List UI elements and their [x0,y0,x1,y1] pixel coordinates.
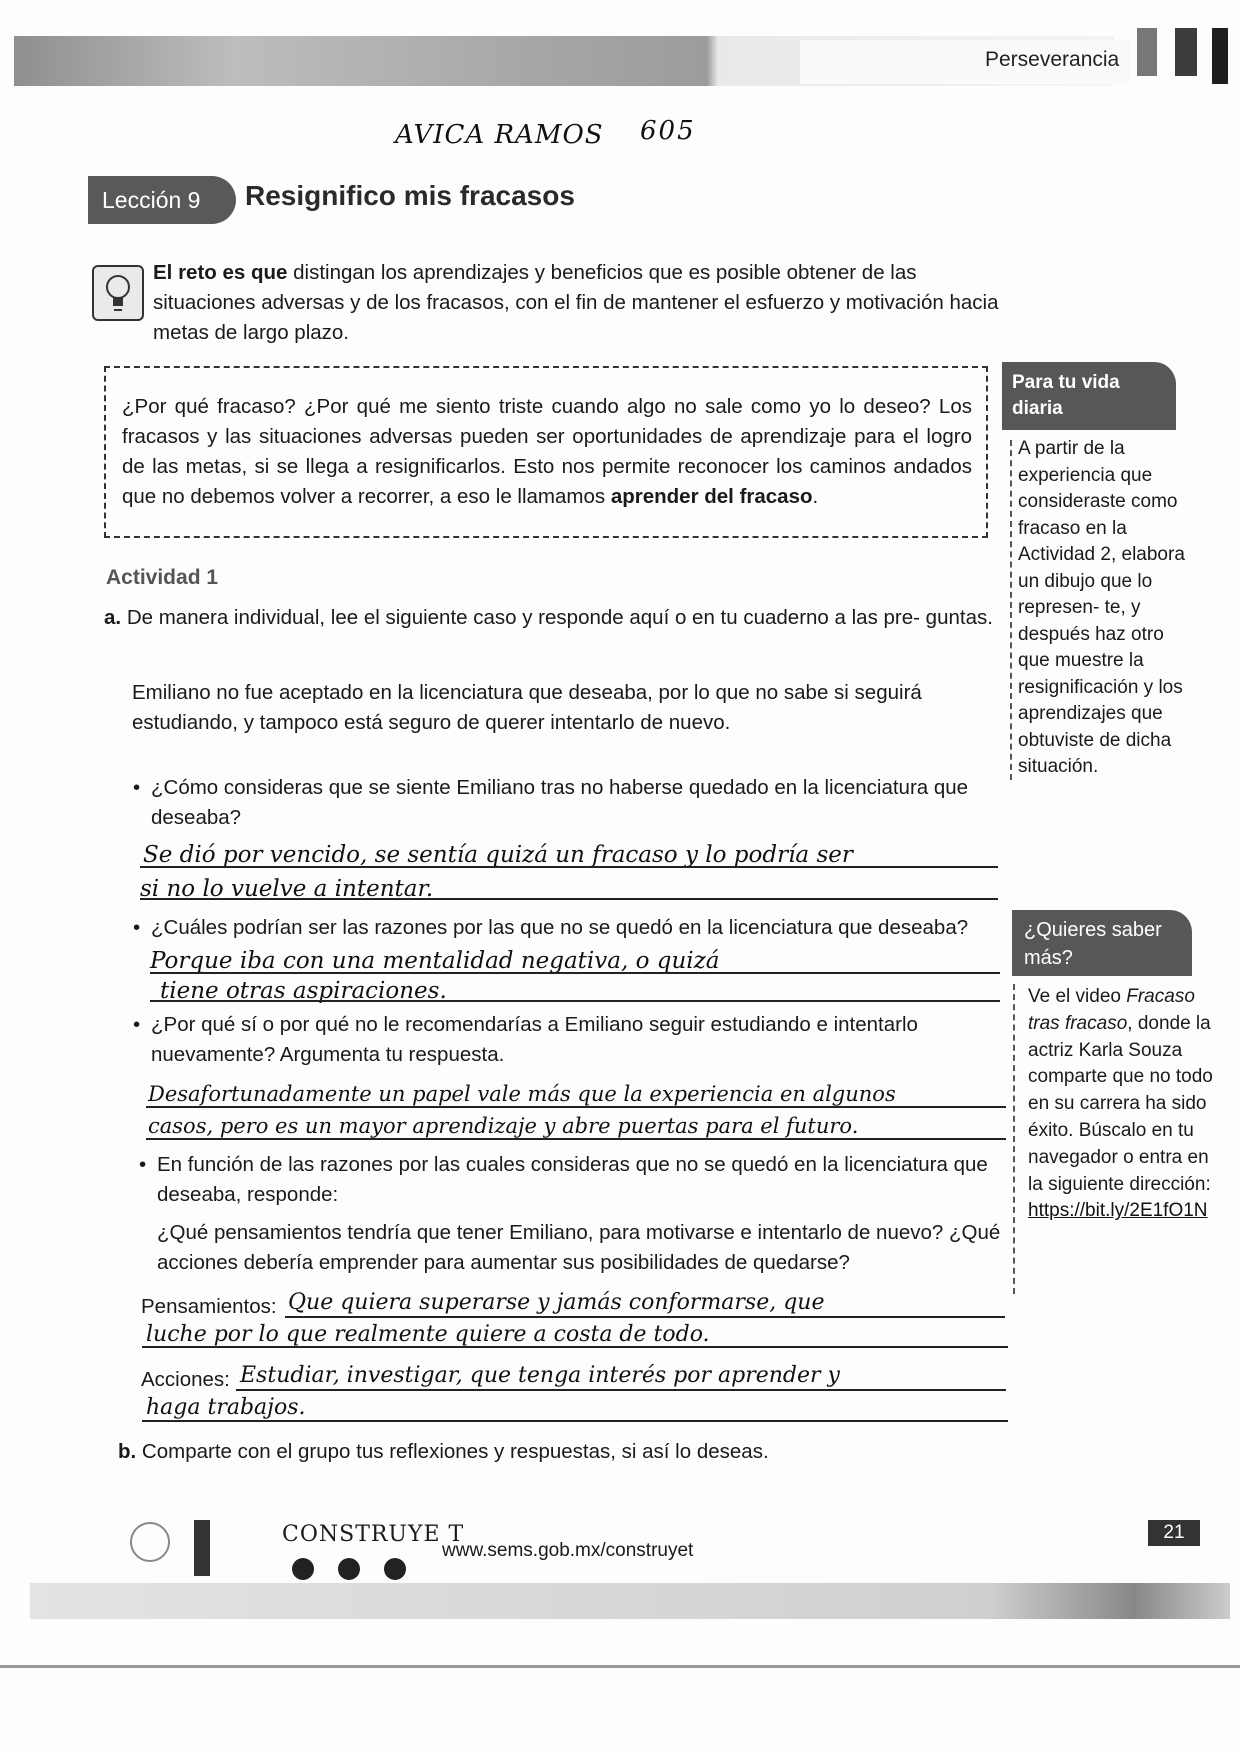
question-4 [139,1150,1007,1210]
question-2 [133,913,1011,943]
challenge-text [153,258,1003,348]
answer-underline [146,1106,1006,1108]
elige-t-icon [384,1558,406,1580]
sidebar-text-learn-more [1028,984,1228,1225]
question-4-sub: ¿Qué pensamientos tendría que tener Emiliano, para motivarse e intentarlo de nuevo? ¿Qué acciones debería emprender para aumentar sus posibilidades de quedarse? [157,1221,1001,1274]
footer-band [30,1583,1230,1619]
question-text: ¿Cuáles podrían ser las razones por las que no se quedó en la licenciatura que deseaba? [151,916,969,939]
actions-line-2[interactable]: haga trabajos. [146,1395,306,1420]
intro-text [122,392,972,512]
answer-2-line-1[interactable]: Porque iba con una mentalidad negativa, o quizá [150,948,720,974]
thoughts-line-2[interactable]: luche por lo que realmente quiere a costa de todo. [146,1322,710,1347]
answer-underline [236,1389,1006,1391]
sidebar-title-daily-life: Para tu vida diaria [1002,362,1176,430]
question-text: ¿Cómo consideras que se siente Emiliano tras no haberse quedado en la licenciatura que deseaba? [151,776,969,829]
activity-title: Actividad 1 [106,566,219,589]
section-title: Perseverancia [985,48,1120,71]
item-letter: a. [104,606,122,629]
sep-logo-icon [130,1522,170,1562]
intro-bold: aprender del fracaso [610,485,813,508]
video-link[interactable]: https://bit.ly/2E1fO1N [1028,1200,1208,1222]
header-square [1212,28,1228,84]
institution-logo-icon [194,1520,210,1576]
sidebar-divider [1010,440,1012,780]
question-text: ¿Por qué sí o por qué no le recomendarías a Emiliano seguir estudiando e intentarlo nuevamente? Argumenta tu respuesta. [151,1013,918,1066]
video-title: Fracaso tras fracaso [1028,986,1195,1034]
item-b-text: Comparte con el grupo tus reflexiones y respuestas, si así lo deseas. [141,1440,769,1463]
answer-underline [150,972,1000,974]
answer-1-line-2[interactable]: si no lo vuelve a intentar. [140,876,434,902]
answer-3-line-2[interactable]: casos, pero es un mayor aprendizaje y abre puertas para el futuro. [148,1114,859,1138]
student-name: AVICA RAMOS [395,120,604,150]
item-letter: b. [118,1440,137,1463]
conoce-t-icon [292,1558,314,1580]
lightbulb-icon [92,265,144,321]
answer-underline [140,898,998,900]
sidebar2-text2: , donde la actriz Karla Souza comparte que no todo en su carrera ha sido éxito. Búscalo en tu navegador o entra en la siguiente dirección: [1028,1012,1213,1195]
activity-item-b [118,1440,769,1464]
sidebar-title-learn-more: ¿Quieres saber más? [1012,910,1192,976]
intro-body: ¿Por qué fracaso? ¿Por qué me siento triste cuando algo no sale como yo lo deseo? Los fracasos y las situaciones adversas pueden ser oportunidades de aprendizaje para el logro de las metas, si se llega a resignificarlos. Esto nos permite reconocer los caminos andados que no debemos volver a recorrer, a eso le llamamos [122,395,972,508]
header-square [1137,28,1157,76]
bullet-icon: • [139,1153,147,1176]
thoughts-label: Pensamientos: [141,1295,277,1318]
relaciona-t-icon [338,1558,360,1580]
question-text: En función de las razones por las cuales consideras que no se quedó en la licenciatura que deseaba, responde: [157,1153,988,1206]
question-1 [133,773,1011,833]
bullet-icon: • [133,1013,141,1036]
page-edge [0,1665,1240,1668]
header-square [1175,28,1197,76]
bullet-icon: • [133,916,141,939]
challenge-body: distingan los aprendizajes y beneficios que es posible obtener de las situaciones adversas y de los fracasos, con el fin de mantener el esfuerzo y motivación hacia metas de largo plazo. [153,261,999,344]
answer-underline [150,1000,1000,1002]
item-a-text: De manera individual, lee el siguiente caso y responde aquí o en tu cuaderno a las pre- guntas. [126,606,993,629]
question-3 [133,1010,1011,1070]
activity-item-a [104,603,994,633]
answer-underline [142,1346,1008,1348]
challenge-bold: El reto es que [153,261,288,284]
bullet-icon: • [133,776,141,799]
construye-t-logo: CONSTRUYE T [282,1522,465,1547]
lesson-title: Resignifico mis fracasos [245,180,575,211]
intro-end: . [812,485,819,508]
answer-underline [285,1316,1005,1318]
answer-2-line-2[interactable]: tiene otras aspiraciones. [160,978,447,1004]
sidebar2-text1: Ve el video [1028,986,1127,1007]
sidebar-text-daily-life: A partir de la experiencia que consideraste como fracaso en la Actividad 2, elabora un dibujo que lo represen- te, y después haz otro que muestre la resignificación y los aprendizajes que obtuviste de dicha situación. [1018,438,1185,777]
actions-line-1[interactable]: Estudiar, investigar, que tenga interés por aprender y [240,1363,840,1388]
answer-underline [140,866,998,868]
answer-underline [142,1420,1008,1422]
group-number: 605 [640,116,696,146]
case-text: Emiliano no fue aceptado en la licenciatura que deseaba, por lo que no sabe si seguirá estudiando, y tampoco está seguro de querer intentarlo de nuevo. [132,681,922,734]
thoughts-line-1[interactable]: Que quiera superarse y jamás conformarse, que [288,1290,825,1315]
answer-1-line-1[interactable]: Se dió por vencido, se sentía quizá un fracaso y lo podría ser [143,842,853,868]
footer-url[interactable]: www.sems.gob.mx/construyet [442,1540,694,1561]
answer-3-line-1[interactable]: Desafortunadamente un papel vale más que la experiencia en algunos [148,1082,896,1106]
lesson-tag: Lección 9 [88,176,236,224]
page-number: 21 [1148,1520,1200,1546]
sidebar-divider [1013,984,1015,1294]
actions-label: Acciones: [141,1368,230,1391]
answer-underline [146,1138,1006,1140]
